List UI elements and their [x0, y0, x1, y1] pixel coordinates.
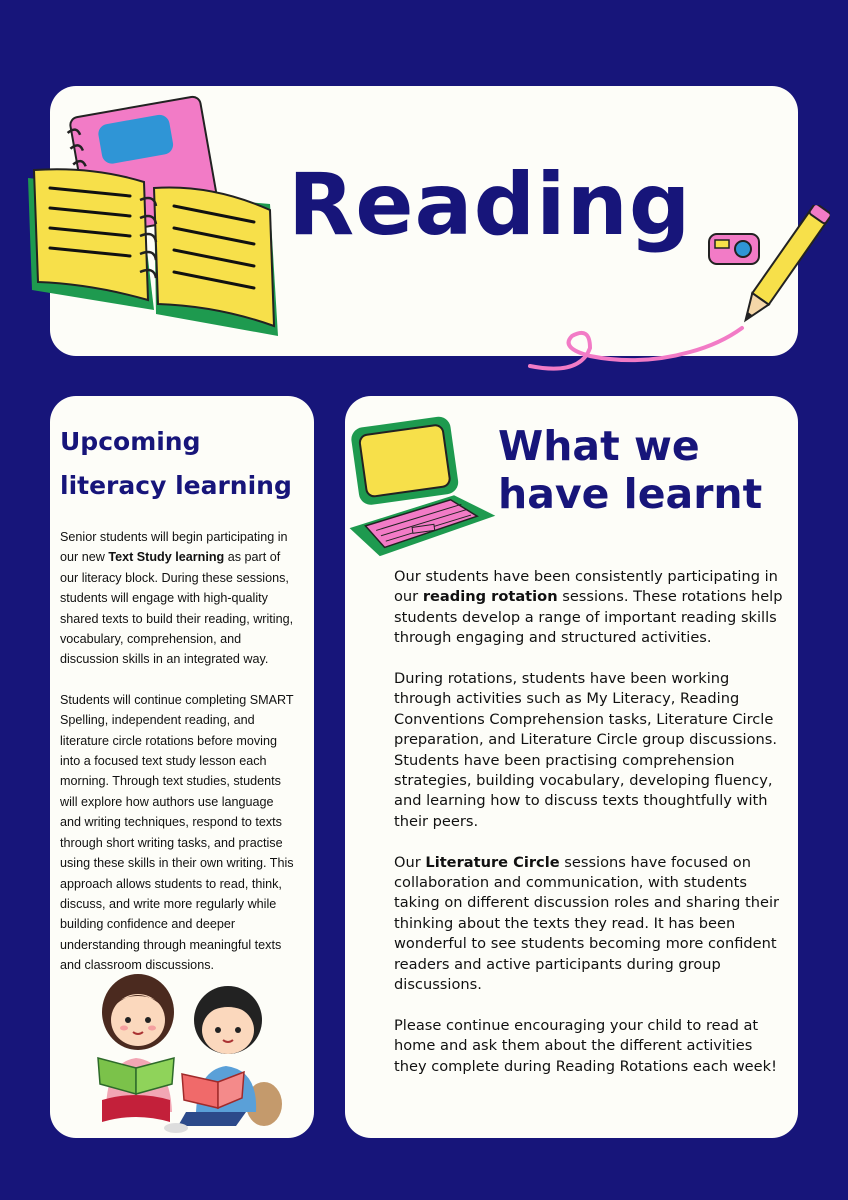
text: Our [394, 853, 426, 871]
upcoming-paragraph-1 [60, 527, 296, 670]
learnt-paragraph-3 [394, 853, 784, 996]
text: Our students have been consistently participating in our [394, 568, 778, 606]
scribble-decoration [520, 318, 750, 378]
upcoming-body [60, 527, 296, 996]
bold-text: Literature Circle [425, 853, 560, 871]
upcoming-paragraph-2: Students will continue completing SMART Spelling, independent reading, and literature circle rotations before moving into a focused text study lesson each morning. Through text studies, students will explore how authors use language and writing techniques, respond to texts through short writing tasks, and practise using these skills in their own writing. This approach allows students to read, think, discuss, and write more regularly while building confidence and deeper understanding through meaningful texts and classroom discussions. [60, 692, 294, 973]
text: as part of our literacy block. During these sessions, students will engage with high-quality shared texts to build their reading, writing, vocabulary, comprehension, and discussion skills in an integrated way. [60, 550, 294, 667]
laptop-icon [340, 408, 498, 558]
upcoming-heading: Upcoming literacy learning [60, 427, 292, 500]
page-title: Reading [288, 155, 692, 255]
text: sessions. These rotations help students develop a range of important reading skills through engaging and structured activities. [394, 588, 783, 647]
learnt-paragraph-2: During rotations, students have been working through activities such as My Literacy, Reading Conventions Comprehension tasks, Literature Circle preparation, and Literature Circle group discussions. Students have been practising comprehension strategies, building vocabulary, developing fluency, and learning how to discuss texts thoughtfully with their peers. [394, 670, 778, 830]
learnt-heading: What we have learnt [498, 422, 763, 518]
text: sessions have focused on collaboration and communication, with students taking on different discussion roles and sharing their thinking about the texts they read. It has been wonderful to see students becoming more confident readers and active participants during group discussions. [394, 853, 780, 994]
learnt-paragraph-4: Please continue encouraging your child to read at home and ask them about the different activities they complete during Reading Rotations each week! [394, 1016, 777, 1075]
bold-text: Text Study learning [108, 550, 225, 565]
learnt-body [394, 567, 784, 1098]
children-reading-illustration [86, 962, 286, 1134]
learnt-paragraph-1 [394, 567, 784, 649]
open-book-icon [22, 160, 284, 345]
text: Senior students will begin participating in our new [60, 530, 288, 565]
bold-text: reading rotation [422, 588, 558, 606]
